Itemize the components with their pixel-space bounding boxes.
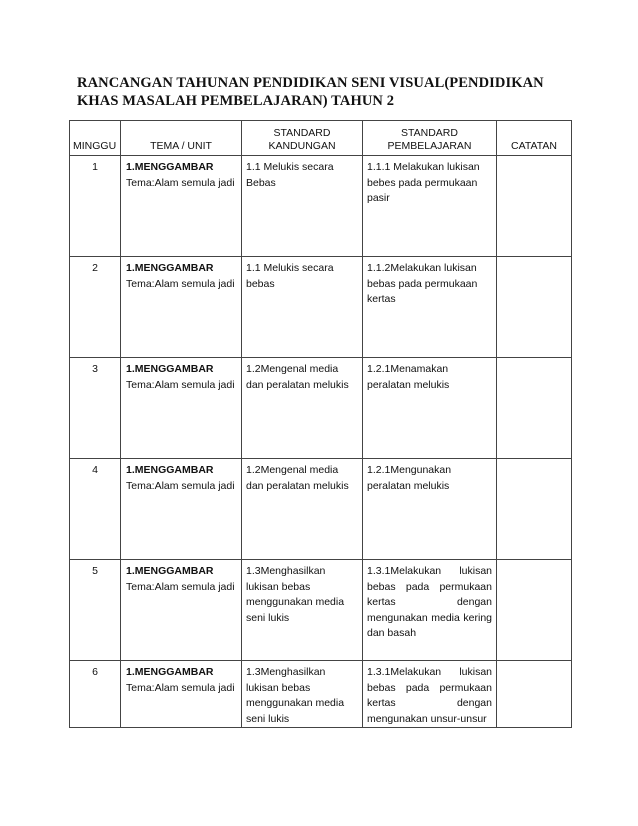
table-header-row <box>70 121 572 156</box>
cell-minggu: 2 <box>70 257 121 358</box>
header-standard-kandungan: STANDARD KANDUNGAN <box>242 121 363 156</box>
header-catatan: CATATAN <box>497 121 572 156</box>
cell-catatan <box>497 358 572 459</box>
cell-standard-pembelajaran: 1.1.1 Melakukan lukisan bebes pada permukaan pasir <box>363 156 497 257</box>
cell-catatan <box>497 661 572 728</box>
tema-label: Tema:Alam semula jadi <box>126 378 235 391</box>
cell-minggu: 1 <box>70 156 121 257</box>
cell-minggu: 4 <box>70 459 121 560</box>
cell-standard-pembelajaran: 1.2.1Mengunakan peralatan melukis <box>363 459 497 560</box>
cell-catatan <box>497 156 572 257</box>
tema-label: Tema:Alam semula jadi <box>126 479 235 492</box>
tema-label: Tema:Alam semula jadi <box>126 176 235 189</box>
unit-label: 1.MENGGAMBAR <box>126 161 214 173</box>
unit-label: 1.MENGGAMBAR <box>126 666 214 678</box>
cell-standard-kandungan: 1.3Menghasilkan lukisan bebas menggunakan media seni lukis <box>242 661 363 728</box>
tema-label: Tema:Alam semula jadi <box>126 277 235 290</box>
cell-tema-unit <box>121 257 242 358</box>
cell-standard-pembelajaran: 1.3.1Melakukan lukisan bebas pada permukaan kertas dengan mengunakan media kering dan basah <box>363 560 497 661</box>
cell-standard-pembelajaran: 1.1.2Melakukan lukisan bebas pada permukaan kertas <box>363 257 497 358</box>
unit-label: 1.MENGGAMBAR <box>126 565 214 577</box>
cell-tema-unit <box>121 459 242 560</box>
cell-catatan <box>497 560 572 661</box>
cell-catatan <box>497 459 572 560</box>
table-row <box>70 358 572 459</box>
header-tema-unit: TEMA / UNIT <box>121 121 242 156</box>
cell-standard-kandungan: 1.2Mengenal media dan peralatan melukis <box>242 459 363 560</box>
unit-label: 1.MENGGAMBAR <box>126 464 214 476</box>
cell-standard-kandungan: 1.1 Melukis secara bebas <box>242 257 363 358</box>
table-row <box>70 661 572 728</box>
table-row <box>70 257 572 358</box>
cell-standard-kandungan: 1.2Mengenal media dan peralatan melukis <box>242 358 363 459</box>
cell-tema-unit <box>121 156 242 257</box>
yearly-plan-table <box>69 120 572 728</box>
cell-minggu: 6 <box>70 661 121 728</box>
cell-standard-kandungan: 1.1 Melukis secara Bebas <box>242 156 363 257</box>
cell-minggu: 3 <box>70 358 121 459</box>
cell-tema-unit <box>121 560 242 661</box>
cell-standard-pembelajaran: 1.3.1Melakukan lukisan bebas pada permukaan kertas dengan mengunakan unsur-unsur <box>363 661 497 728</box>
table-row <box>70 560 572 661</box>
header-standard-pembelajaran: STANDARD PEMBELAJARAN <box>363 121 497 156</box>
table-row <box>70 156 572 257</box>
header-minggu: MINGGU <box>70 121 121 156</box>
cell-tema-unit <box>121 661 242 728</box>
tema-label: Tema:Alam semula jadi <box>126 681 235 694</box>
tema-label: Tema:Alam semula jadi <box>126 580 235 593</box>
cell-standard-kandungan: 1.3Menghasilkan lukisan bebas menggunakan media seni lukis <box>242 560 363 661</box>
document-title: RANCANGAN TAHUNAN PENDIDIKAN SENI VISUAL(PENDIDIKAN KHAS MASALAH PEMBELAJARAN) TAHUN 2 <box>77 75 544 109</box>
cell-tema-unit <box>121 358 242 459</box>
table-row <box>70 459 572 560</box>
cell-standard-pembelajaran: 1.2.1Menamakan peralatan melukis <box>363 358 497 459</box>
unit-label: 1.MENGGAMBAR <box>126 262 214 274</box>
cell-minggu: 5 <box>70 560 121 661</box>
cell-catatan <box>497 257 572 358</box>
unit-label: 1.MENGGAMBAR <box>126 363 214 375</box>
